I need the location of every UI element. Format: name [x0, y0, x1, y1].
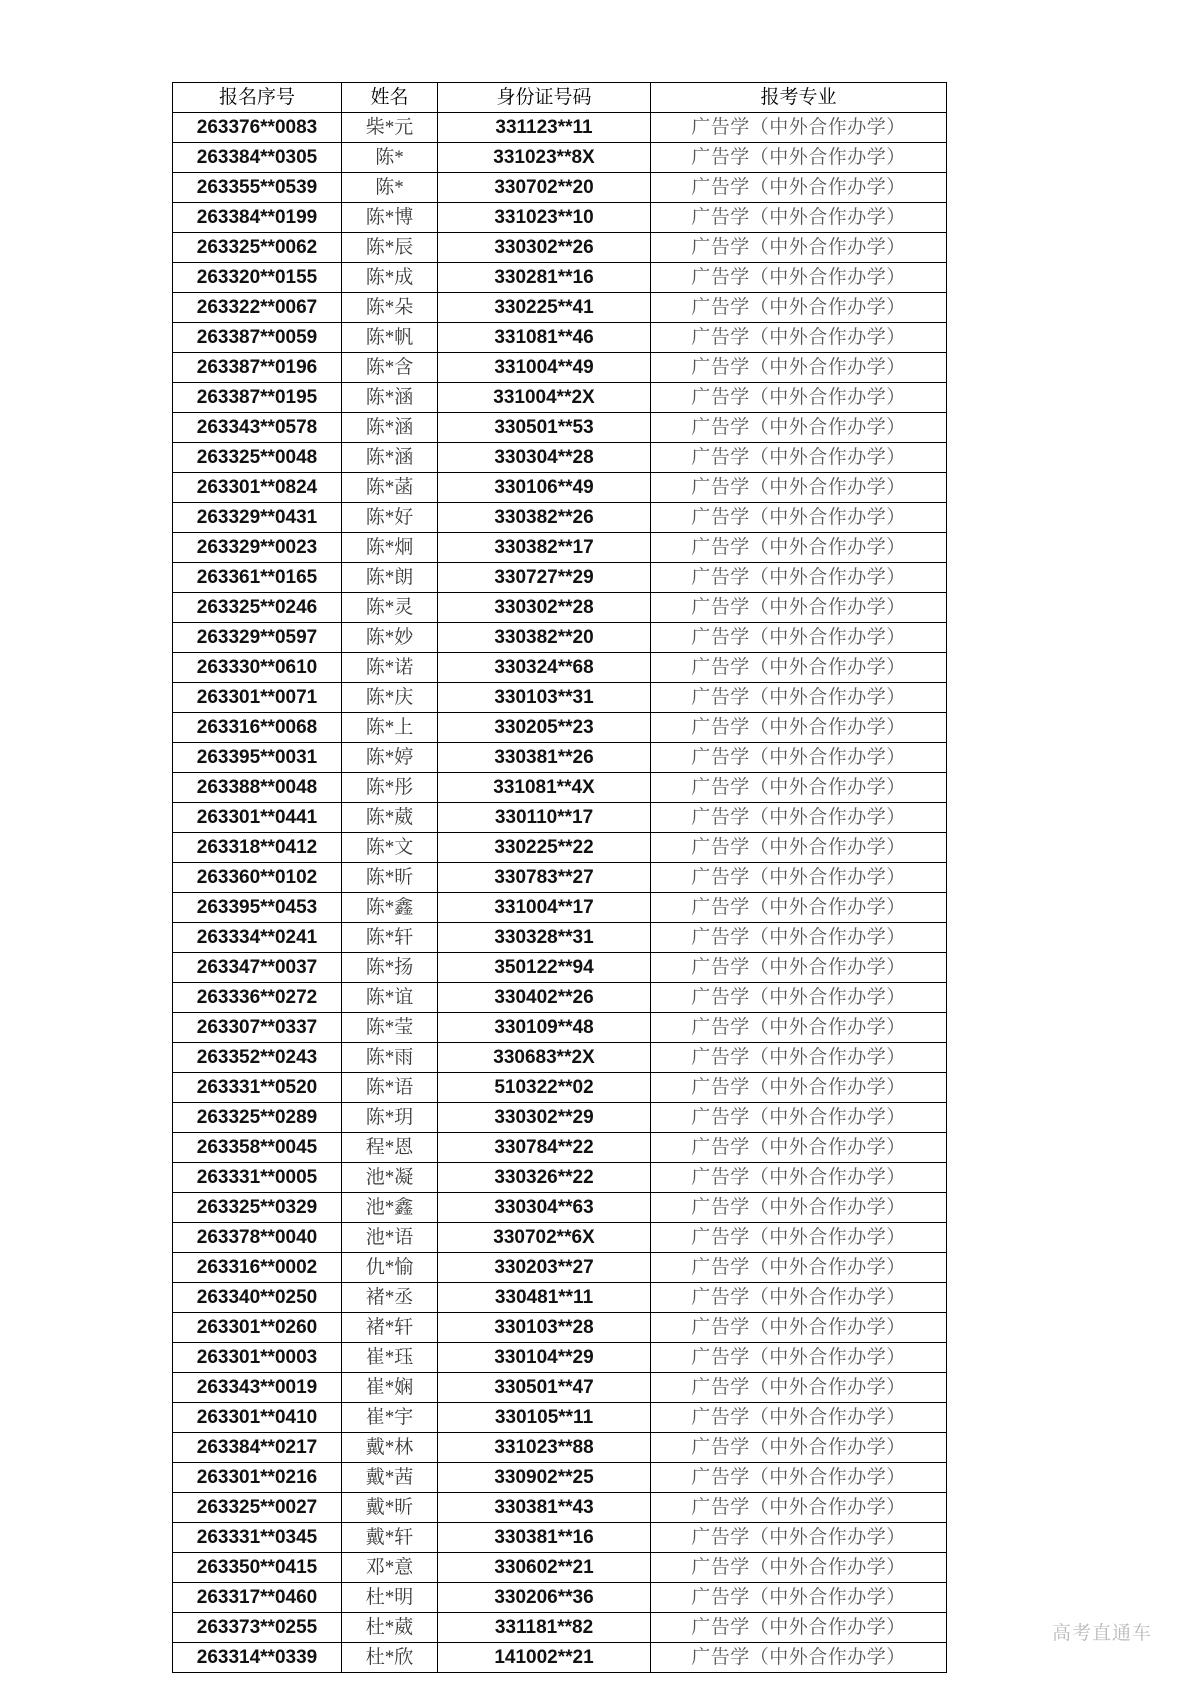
cell-name: 陈*涵: [342, 413, 438, 443]
cell-idnum: 330727**29: [438, 563, 651, 593]
cell-serial: 263301**0216: [173, 1463, 342, 1493]
cell-idnum: 330702**6X: [438, 1223, 651, 1253]
cell-major: 广告学（中外合作办学）: [651, 1043, 947, 1073]
cell-serial: 263331**0345: [173, 1523, 342, 1553]
cell-idnum: 330103**28: [438, 1313, 651, 1343]
cell-idnum: 331081**4X: [438, 773, 651, 803]
cell-name: 陈*成: [342, 263, 438, 293]
cell-idnum: 330382**26: [438, 503, 651, 533]
cell-major: 广告学（中外合作办学）: [651, 113, 947, 143]
cell-idnum: 330304**28: [438, 443, 651, 473]
table-row: [173, 323, 947, 353]
cell-idnum: 330304**63: [438, 1193, 651, 1223]
table-row: [173, 653, 947, 683]
cell-idnum: 330683**2X: [438, 1043, 651, 1073]
cell-idnum: 330206**36: [438, 1583, 651, 1613]
cell-major: 广告学（中外合作办学）: [651, 563, 947, 593]
cell-serial: 263301**0071: [173, 683, 342, 713]
cell-serial: 263314**0339: [173, 1643, 342, 1673]
cell-name: 程*恩: [342, 1133, 438, 1163]
cell-idnum: 330382**17: [438, 533, 651, 563]
cell-major: 广告学（中外合作办学）: [651, 1013, 947, 1043]
cell-name: 陈*玥: [342, 1103, 438, 1133]
table-row: [173, 473, 947, 503]
cell-name: 池*语: [342, 1223, 438, 1253]
cell-serial: 263395**0453: [173, 893, 342, 923]
cell-major: 广告学（中外合作办学）: [651, 1283, 947, 1313]
cell-serial: 263343**0019: [173, 1373, 342, 1403]
table-row: [173, 383, 947, 413]
column-header-major: 报考专业: [651, 83, 947, 113]
cell-idnum: 330501**47: [438, 1373, 651, 1403]
header-row: [173, 83, 947, 113]
cell-major: 广告学（中外合作办学）: [651, 1103, 947, 1133]
cell-serial: 263378**0040: [173, 1223, 342, 1253]
cell-major: 广告学（中外合作办学）: [651, 443, 947, 473]
table-row: [173, 953, 947, 983]
cell-serial: 263301**0410: [173, 1403, 342, 1433]
cell-name: 陈*炯: [342, 533, 438, 563]
cell-idnum: 330109**48: [438, 1013, 651, 1043]
cell-major: 广告学（中外合作办学）: [651, 773, 947, 803]
table-row: [173, 1463, 947, 1493]
table-row: [173, 773, 947, 803]
cell-idnum: 331004**2X: [438, 383, 651, 413]
table-row: [173, 1133, 947, 1163]
cell-name: 戴*林: [342, 1433, 438, 1463]
cell-name: 陈*好: [342, 503, 438, 533]
table-row: [173, 203, 947, 233]
cell-idnum: 330328**31: [438, 923, 651, 953]
cell-idnum: 331023**88: [438, 1433, 651, 1463]
table-row: [173, 1043, 947, 1073]
table-row: [173, 923, 947, 953]
table-row: [173, 1553, 947, 1583]
cell-major: 广告学（中外合作办学）: [651, 593, 947, 623]
cell-serial: 263361**0165: [173, 563, 342, 593]
cell-major: 广告学（中外合作办学）: [651, 233, 947, 263]
cell-name: 陈*涵: [342, 383, 438, 413]
cell-name: 仇*愉: [342, 1253, 438, 1283]
cell-serial: 263320**0155: [173, 263, 342, 293]
cell-major: 广告学（中外合作办学）: [651, 1133, 947, 1163]
cell-serial: 263325**0329: [173, 1193, 342, 1223]
cell-idnum: 330225**22: [438, 833, 651, 863]
cell-major: 广告学（中外合作办学）: [651, 1253, 947, 1283]
cell-major: 广告学（中外合作办学）: [651, 1553, 947, 1583]
cell-name: 陈*上: [342, 713, 438, 743]
cell-serial: 263343**0578: [173, 413, 342, 443]
cell-name: 陈*朗: [342, 563, 438, 593]
cell-idnum: 330104**29: [438, 1343, 651, 1373]
table-row: [173, 1253, 947, 1283]
cell-idnum: 331023**10: [438, 203, 651, 233]
cell-major: 广告学（中外合作办学）: [651, 713, 947, 743]
cell-name: 陈*鑫: [342, 893, 438, 923]
cell-major: 广告学（中外合作办学）: [651, 953, 947, 983]
cell-major: 广告学（中外合作办学）: [651, 1463, 947, 1493]
cell-name: 陈*诺: [342, 653, 438, 683]
cell-serial: 263387**0195: [173, 383, 342, 413]
cell-idnum: 330381**16: [438, 1523, 651, 1553]
cell-name: 陈*帆: [342, 323, 438, 353]
cell-idnum: 330784**22: [438, 1133, 651, 1163]
cell-major: 广告学（中外合作办学）: [651, 293, 947, 323]
cell-idnum: 330302**29: [438, 1103, 651, 1133]
cell-name: 陈*雨: [342, 1043, 438, 1073]
roster-table-container: [172, 82, 946, 1673]
column-header-id: 身份证号码: [438, 83, 651, 113]
cell-name: 陈*: [342, 173, 438, 203]
cell-idnum: 330281**16: [438, 263, 651, 293]
cell-name: 陈*朵: [342, 293, 438, 323]
cell-serial: 263325**0062: [173, 233, 342, 263]
cell-serial: 263388**0048: [173, 773, 342, 803]
cell-name: 褚*丞: [342, 1283, 438, 1313]
cell-serial: 263384**0199: [173, 203, 342, 233]
cell-major: 广告学（中外合作办学）: [651, 1493, 947, 1523]
table-row: [173, 803, 947, 833]
cell-name: 陈*博: [342, 203, 438, 233]
cell-idnum: 330902**25: [438, 1463, 651, 1493]
table-row: [173, 1223, 947, 1253]
cell-major: 广告学（中外合作办学）: [651, 1073, 947, 1103]
cell-serial: 263329**0431: [173, 503, 342, 533]
cell-serial: 263350**0415: [173, 1553, 342, 1583]
table-row: [173, 563, 947, 593]
table-row: [173, 293, 947, 323]
cell-major: 广告学（中外合作办学）: [651, 803, 947, 833]
cell-idnum: 331004**49: [438, 353, 651, 383]
cell-name: 池*凝: [342, 1163, 438, 1193]
cell-idnum: 330602**21: [438, 1553, 651, 1583]
cell-major: 广告学（中外合作办学）: [651, 1403, 947, 1433]
cell-serial: 263322**0067: [173, 293, 342, 323]
cell-idnum: 330106**49: [438, 473, 651, 503]
cell-serial: 263331**0520: [173, 1073, 342, 1103]
table-row: [173, 1103, 947, 1133]
cell-serial: 263336**0272: [173, 983, 342, 1013]
cell-serial: 263329**0597: [173, 623, 342, 653]
cell-serial: 263325**0027: [173, 1493, 342, 1523]
cell-name: 陈*: [342, 143, 438, 173]
cell-major: 广告学（中外合作办学）: [651, 173, 947, 203]
cell-name: 陈*含: [342, 353, 438, 383]
table-row: [173, 533, 947, 563]
cell-serial: 263340**0250: [173, 1283, 342, 1313]
table-row: [173, 1433, 947, 1463]
table-row: [173, 143, 947, 173]
cell-idnum: 141002**21: [438, 1643, 651, 1673]
cell-major: 广告学（中外合作办学）: [651, 923, 947, 953]
cell-major: 广告学（中外合作办学）: [651, 413, 947, 443]
cell-serial: 263373**0255: [173, 1613, 342, 1643]
cell-serial: 263317**0460: [173, 1583, 342, 1613]
cell-name: 杜*明: [342, 1583, 438, 1613]
table-row: [173, 1073, 947, 1103]
cell-idnum: 330702**20: [438, 173, 651, 203]
cell-serial: 263301**0260: [173, 1313, 342, 1343]
cell-idnum: 330302**28: [438, 593, 651, 623]
cell-serial: 263307**0337: [173, 1013, 342, 1043]
cell-serial: 263301**0003: [173, 1343, 342, 1373]
cell-idnum: 330326**22: [438, 1163, 651, 1193]
cell-major: 广告学（中外合作办学）: [651, 1643, 947, 1673]
table-row: [173, 263, 947, 293]
cell-name: 陈*文: [342, 833, 438, 863]
table-row: [173, 623, 947, 653]
cell-name: 陈*轩: [342, 923, 438, 953]
cell-name: 褚*轩: [342, 1313, 438, 1343]
cell-serial: 263316**0068: [173, 713, 342, 743]
table-header: [173, 83, 947, 113]
cell-serial: 263360**0102: [173, 863, 342, 893]
cell-name: 陈*辰: [342, 233, 438, 263]
cell-idnum: 510322**02: [438, 1073, 651, 1103]
table-row: [173, 833, 947, 863]
cell-serial: 263347**0037: [173, 953, 342, 983]
cell-major: 广告学（中外合作办学）: [651, 863, 947, 893]
cell-major: 广告学（中外合作办学）: [651, 983, 947, 1013]
table-row: [173, 1343, 947, 1373]
table-row: [173, 1583, 947, 1613]
cell-major: 广告学（中外合作办学）: [651, 503, 947, 533]
cell-name: 柴*元: [342, 113, 438, 143]
cell-major: 广告学（中外合作办学）: [651, 683, 947, 713]
cell-serial: 263355**0539: [173, 173, 342, 203]
cell-name: 陈*谊: [342, 983, 438, 1013]
cell-serial: 263318**0412: [173, 833, 342, 863]
cell-major: 广告学（中外合作办学）: [651, 893, 947, 923]
cell-major: 广告学（中外合作办学）: [651, 1193, 947, 1223]
table-row: [173, 353, 947, 383]
table-row: [173, 1283, 947, 1313]
cell-major: 广告学（中外合作办学）: [651, 1313, 947, 1343]
cell-serial: 263325**0246: [173, 593, 342, 623]
cell-serial: 263384**0305: [173, 143, 342, 173]
cell-idnum: 330110**17: [438, 803, 651, 833]
cell-serial: 263301**0441: [173, 803, 342, 833]
cell-serial: 263325**0048: [173, 443, 342, 473]
table-row: [173, 1163, 947, 1193]
cell-idnum: 331181**82: [438, 1613, 651, 1643]
column-header-name: 姓名: [342, 83, 438, 113]
table-row: [173, 413, 947, 443]
table-row: [173, 1373, 947, 1403]
cell-idnum: 331004**17: [438, 893, 651, 923]
cell-idnum: 330225**41: [438, 293, 651, 323]
table-body: [173, 113, 947, 1673]
table-row: [173, 1523, 947, 1553]
cell-name: 陈*扬: [342, 953, 438, 983]
cell-name: 邓*意: [342, 1553, 438, 1583]
cell-major: 广告学（中外合作办学）: [651, 653, 947, 683]
cell-name: 池*鑫: [342, 1193, 438, 1223]
cell-major: 广告学（中外合作办学）: [651, 623, 947, 653]
cell-idnum: 330381**26: [438, 743, 651, 773]
cell-serial: 263301**0824: [173, 473, 342, 503]
cell-name: 陈*菡: [342, 473, 438, 503]
cell-serial: 263387**0059: [173, 323, 342, 353]
cell-idnum: 330481**11: [438, 1283, 651, 1313]
cell-name: 陈*涵: [342, 443, 438, 473]
cell-major: 广告学（中外合作办学）: [651, 743, 947, 773]
cell-serial: 263330**0610: [173, 653, 342, 683]
cell-major: 广告学（中外合作办学）: [651, 533, 947, 563]
cell-name: 戴*轩: [342, 1523, 438, 1553]
cell-name: 戴*茜: [342, 1463, 438, 1493]
cell-name: 陈*彤: [342, 773, 438, 803]
cell-major: 广告学（中外合作办学）: [651, 1583, 947, 1613]
cell-idnum: 330501**53: [438, 413, 651, 443]
cell-name: 陈*妙: [342, 623, 438, 653]
table-row: [173, 1643, 947, 1673]
cell-serial: 263325**0289: [173, 1103, 342, 1133]
cell-idnum: 330783**27: [438, 863, 651, 893]
table-row: [173, 593, 947, 623]
cell-major: 广告学（中外合作办学）: [651, 1373, 947, 1403]
cell-serial: 263334**0241: [173, 923, 342, 953]
cell-name: 陈*庆: [342, 683, 438, 713]
table-row: [173, 743, 947, 773]
cell-serial: 263395**0031: [173, 743, 342, 773]
cell-name: 杜*欣: [342, 1643, 438, 1673]
cell-serial: 263331**0005: [173, 1163, 342, 1193]
cell-major: 广告学（中外合作办学）: [651, 1163, 947, 1193]
cell-name: 陈*葳: [342, 803, 438, 833]
cell-major: 广告学（中外合作办学）: [651, 263, 947, 293]
cell-name: 陈*语: [342, 1073, 438, 1103]
cell-name: 陈*昕: [342, 863, 438, 893]
cell-serial: 263384**0217: [173, 1433, 342, 1463]
table-row: [173, 443, 947, 473]
cell-serial: 263352**0243: [173, 1043, 342, 1073]
column-header-serial: 报名序号: [173, 83, 342, 113]
cell-major: 广告学（中外合作办学）: [651, 383, 947, 413]
cell-idnum: 331123**11: [438, 113, 651, 143]
table-row: [173, 173, 947, 203]
cell-name: 陈*婷: [342, 743, 438, 773]
applicant-roster-table: [172, 82, 947, 1673]
table-row: [173, 113, 947, 143]
cell-idnum: 330324**68: [438, 653, 651, 683]
cell-name: 陈*灵: [342, 593, 438, 623]
cell-major: 广告学（中外合作办学）: [651, 203, 947, 233]
cell-major: 广告学（中外合作办学）: [651, 1433, 947, 1463]
cell-major: 广告学（中外合作办学）: [651, 353, 947, 383]
watermark: 高考直通车: [1051, 1623, 1152, 1644]
cell-idnum: 330302**26: [438, 233, 651, 263]
table-row: [173, 1013, 947, 1043]
table-row: [173, 1403, 947, 1433]
cell-name: 崔*宇: [342, 1403, 438, 1433]
cell-major: 广告学（中外合作办学）: [651, 143, 947, 173]
table-row: [173, 683, 947, 713]
table-row: [173, 893, 947, 923]
cell-name: 杜*葳: [342, 1613, 438, 1643]
cell-major: 广告学（中外合作办学）: [651, 323, 947, 353]
table-row: [173, 863, 947, 893]
table-row: [173, 233, 947, 263]
cell-idnum: 330105**11: [438, 1403, 651, 1433]
table-row: [173, 1193, 947, 1223]
table-row: [173, 713, 947, 743]
cell-idnum: 330382**20: [438, 623, 651, 653]
cell-idnum: 330205**23: [438, 713, 651, 743]
table-row: [173, 983, 947, 1013]
cell-serial: 263329**0023: [173, 533, 342, 563]
cell-serial: 263387**0196: [173, 353, 342, 383]
cell-idnum: 330381**43: [438, 1493, 651, 1523]
table-row: [173, 1613, 947, 1643]
cell-serial: 263358**0045: [173, 1133, 342, 1163]
cell-major: 广告学（中外合作办学）: [651, 473, 947, 503]
cell-name: 陈*莹: [342, 1013, 438, 1043]
cell-idnum: 331081**46: [438, 323, 651, 353]
cell-name: 崔*娴: [342, 1373, 438, 1403]
cell-major: 广告学（中外合作办学）: [651, 1523, 947, 1553]
cell-name: 崔*珏: [342, 1343, 438, 1373]
cell-major: 广告学（中外合作办学）: [651, 833, 947, 863]
cell-idnum: 350122**94: [438, 953, 651, 983]
table-row: [173, 1493, 947, 1523]
cell-major: 广告学（中外合作办学）: [651, 1613, 947, 1643]
cell-serial: 263316**0002: [173, 1253, 342, 1283]
table-row: [173, 503, 947, 533]
cell-name: 戴*昕: [342, 1493, 438, 1523]
cell-serial: 263376**0083: [173, 113, 342, 143]
cell-idnum: 331023**8X: [438, 143, 651, 173]
table-row: [173, 1313, 947, 1343]
cell-idnum: 330103**31: [438, 683, 651, 713]
cell-idnum: 330203**27: [438, 1253, 651, 1283]
cell-major: 广告学（中外合作办学）: [651, 1343, 947, 1373]
cell-idnum: 330402**26: [438, 983, 651, 1013]
cell-major: 广告学（中外合作办学）: [651, 1223, 947, 1253]
